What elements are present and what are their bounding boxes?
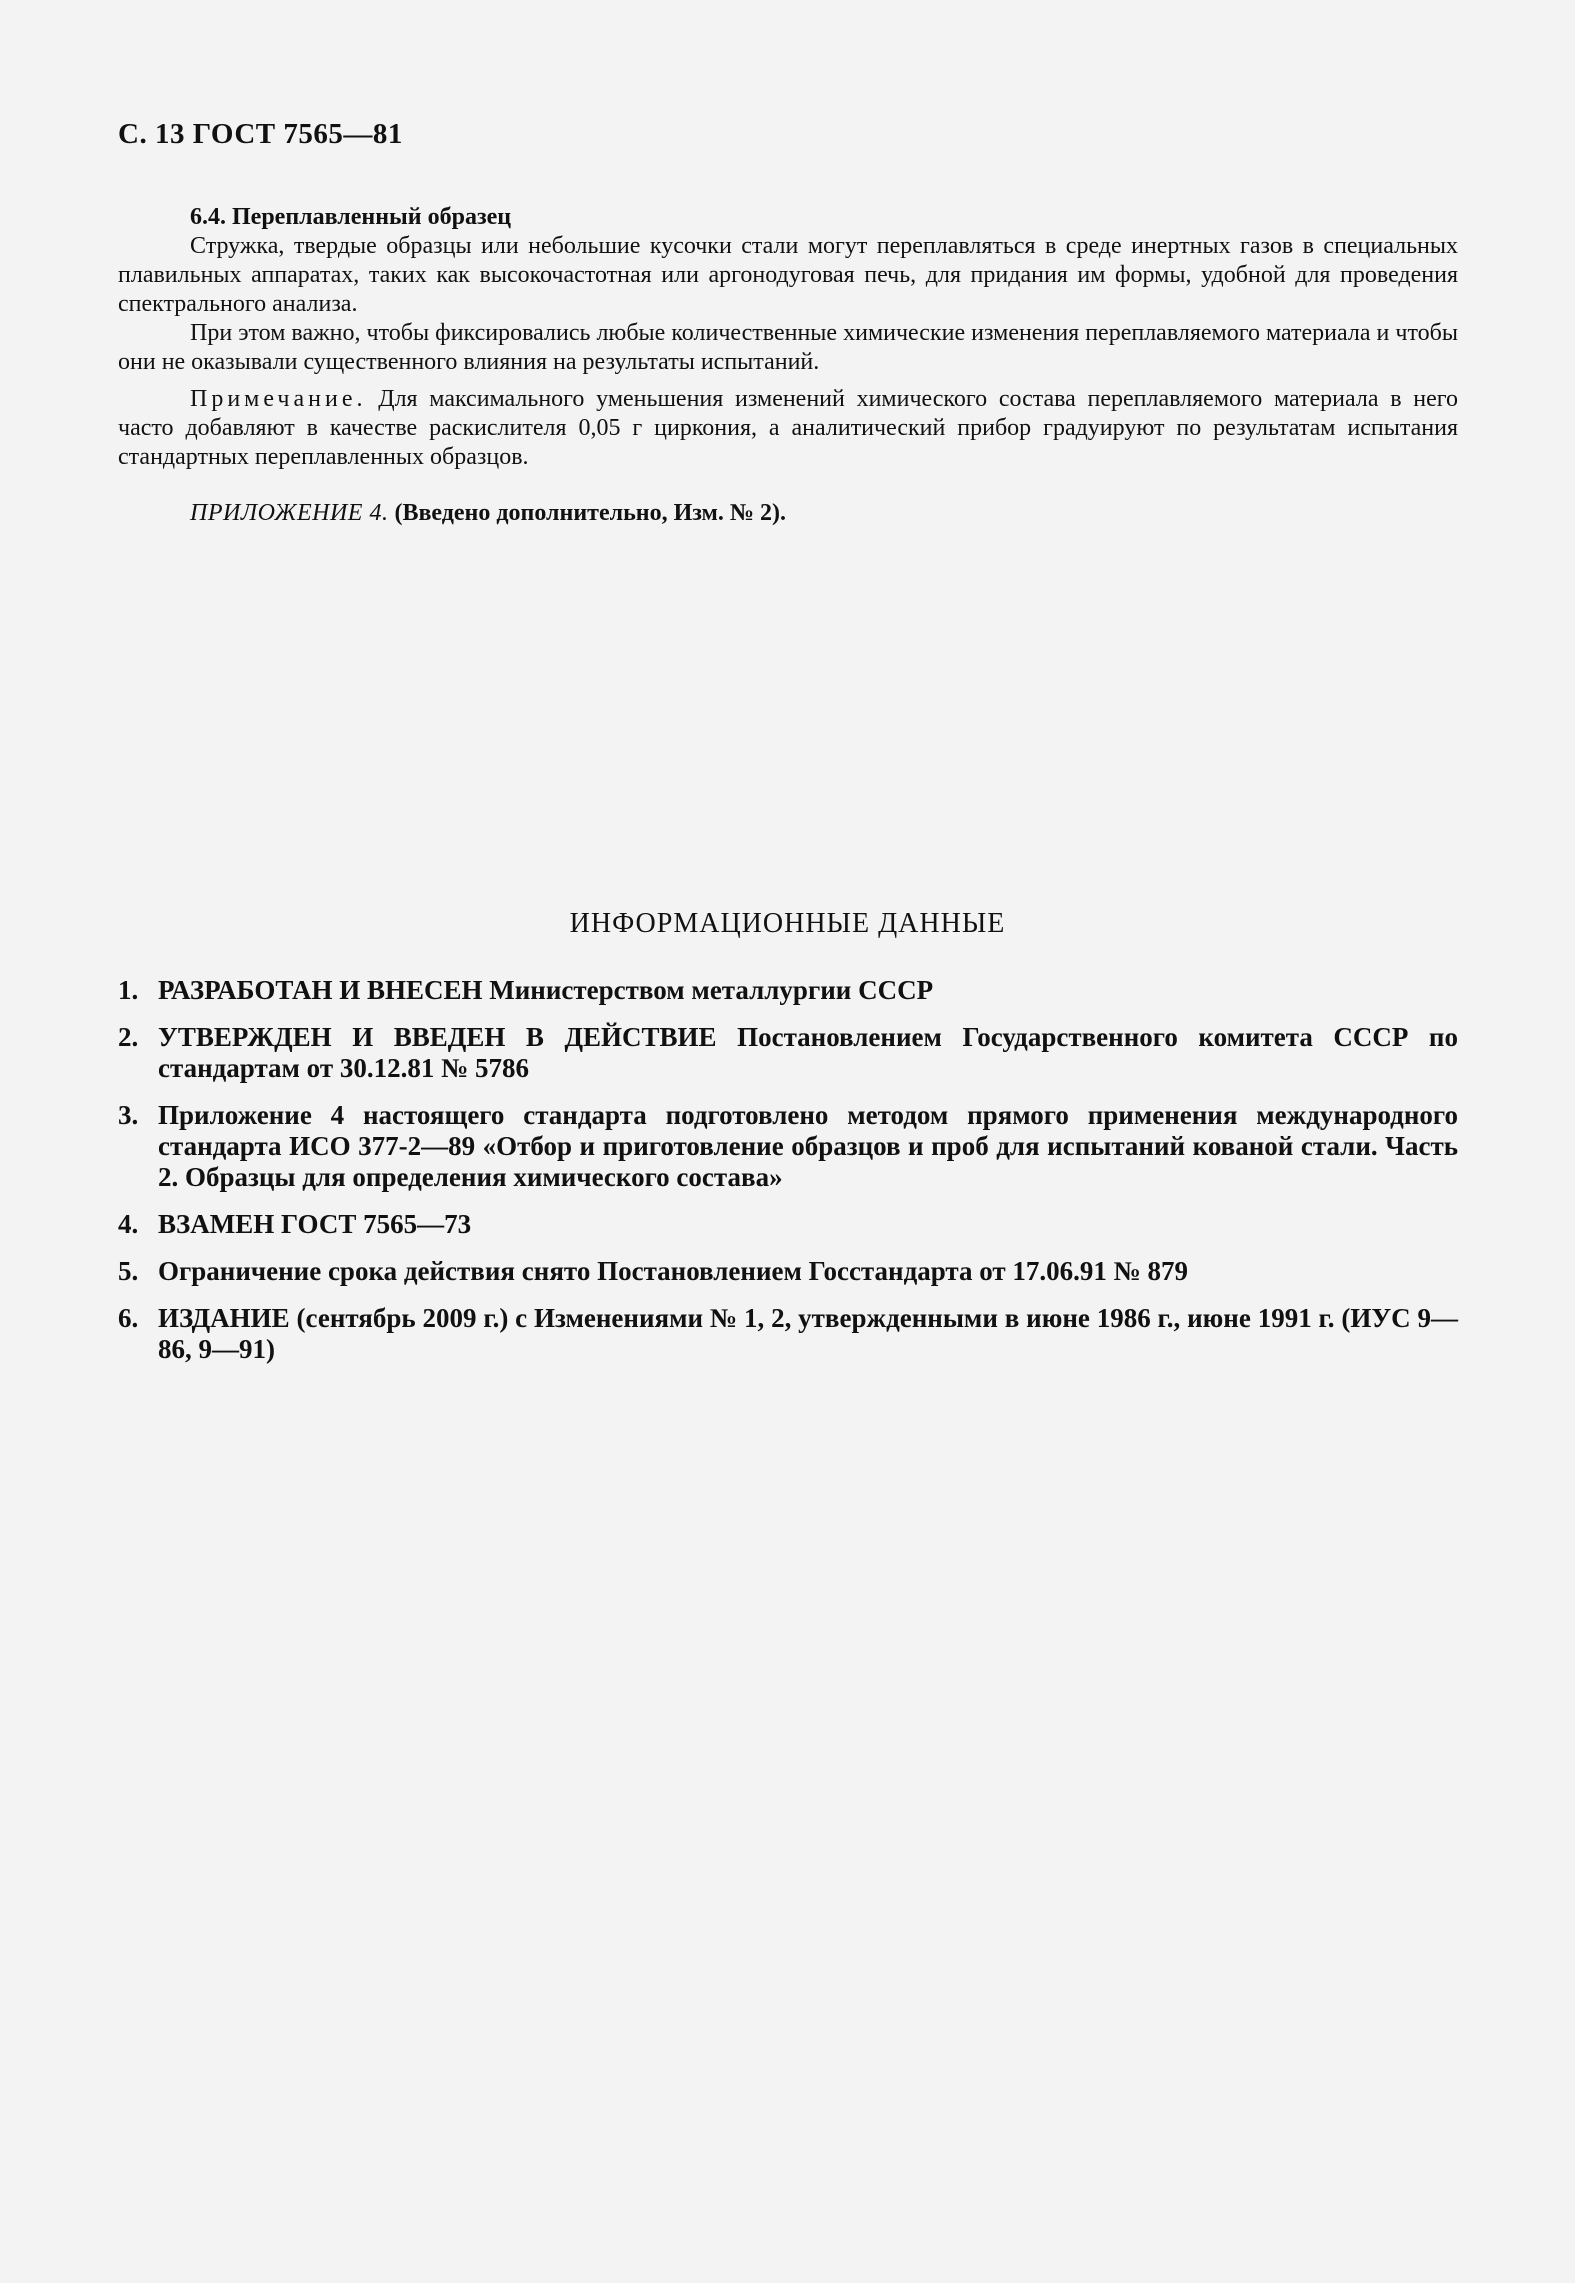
- paragraph-1: Стружка, твердые образцы или небольшие кусочки стали могут переплавляться в среде инертных газов в специальных плавильных аппаратах, таких как высокочастотная или аргонодуговая печь, для придания им формы, удобной для проведения спектрального анализа.: [118, 233, 1458, 317]
- info-title: ИНФОРМАЦИОННЫЕ ДАННЫЕ: [569, 908, 1006, 939]
- item-number: 1.: [118, 975, 139, 1005]
- appendix-change-note: (Введено дополнительно, Изм. № 2).: [394, 500, 787, 526]
- list-item: [118, 975, 1458, 1006]
- item-number: 2.: [118, 1022, 139, 1052]
- section-6-4: [118, 203, 1458, 472]
- item-number: 3.: [118, 1100, 139, 1130]
- item-text: РАЗРАБОТАН И ВНЕСЕН Министерством металлургии СССР: [158, 975, 934, 1005]
- item-text: УТВЕРЖДЕН И ВВЕДЕН В ДЕЙСТВИЕ Постановлением Государственного комитета СССР по стандартам от 30.12.81 № 5786: [158, 1022, 1458, 1083]
- item-text: ВЗАМЕН ГОСТ 7565—73: [158, 1209, 472, 1239]
- note-paragraph: [118, 385, 1458, 472]
- page-header: С. 13 ГОСТ 7565—81: [118, 118, 403, 150]
- section-title: 6.4. Переплавленный образец: [190, 204, 512, 230]
- item-text: Приложение 4 настоящего стандарта подготовлено методом прямого применения международного стандарта ИСО 377-2—89 «Отбор и приготовление образцов и проб для испытаний кованой стали. Часть 2. Образцы для определения химического состава»: [158, 1100, 1458, 1192]
- item-text: Ограничение срока действия снято Постановлением Госстандарта от 17.06.91 № 879: [158, 1256, 1189, 1286]
- item-number: 4.: [118, 1209, 139, 1239]
- info-list: [118, 975, 1458, 1381]
- list-item: [118, 1100, 1458, 1193]
- list-item: [118, 1256, 1458, 1287]
- note-text: Для максимального уменьшения изменений химического состава переплавляемого материала в него часто добавляют в качестве раскислителя 0,05 г циркония, а аналитический прибор градуируют по результатам испытания стандартных переплавленных образцов.: [118, 386, 1458, 470]
- item-text: ИЗДАНИЕ (сентябрь 2009 г.) с Изменениями № 1, 2, утвержденными в июне 1986 г., июне 1991 г. (ИУС 9—86, 9—91): [158, 1303, 1458, 1364]
- list-item: [118, 1209, 1458, 1240]
- list-item: [118, 1303, 1458, 1365]
- appendix-note: [190, 500, 786, 527]
- appendix-label: ПРИЛОЖЕНИЕ 4.: [190, 500, 389, 526]
- note-label: Примечание.: [190, 386, 367, 412]
- item-number: 6.: [118, 1303, 139, 1333]
- list-item: [118, 1022, 1458, 1084]
- paragraph-2: При этом важно, чтобы фиксировались любые количественные химические изменения переплавляемого материала и чтобы они не оказывали существенного влияния на результаты испытаний.: [118, 320, 1458, 375]
- item-number: 5.: [118, 1256, 139, 1286]
